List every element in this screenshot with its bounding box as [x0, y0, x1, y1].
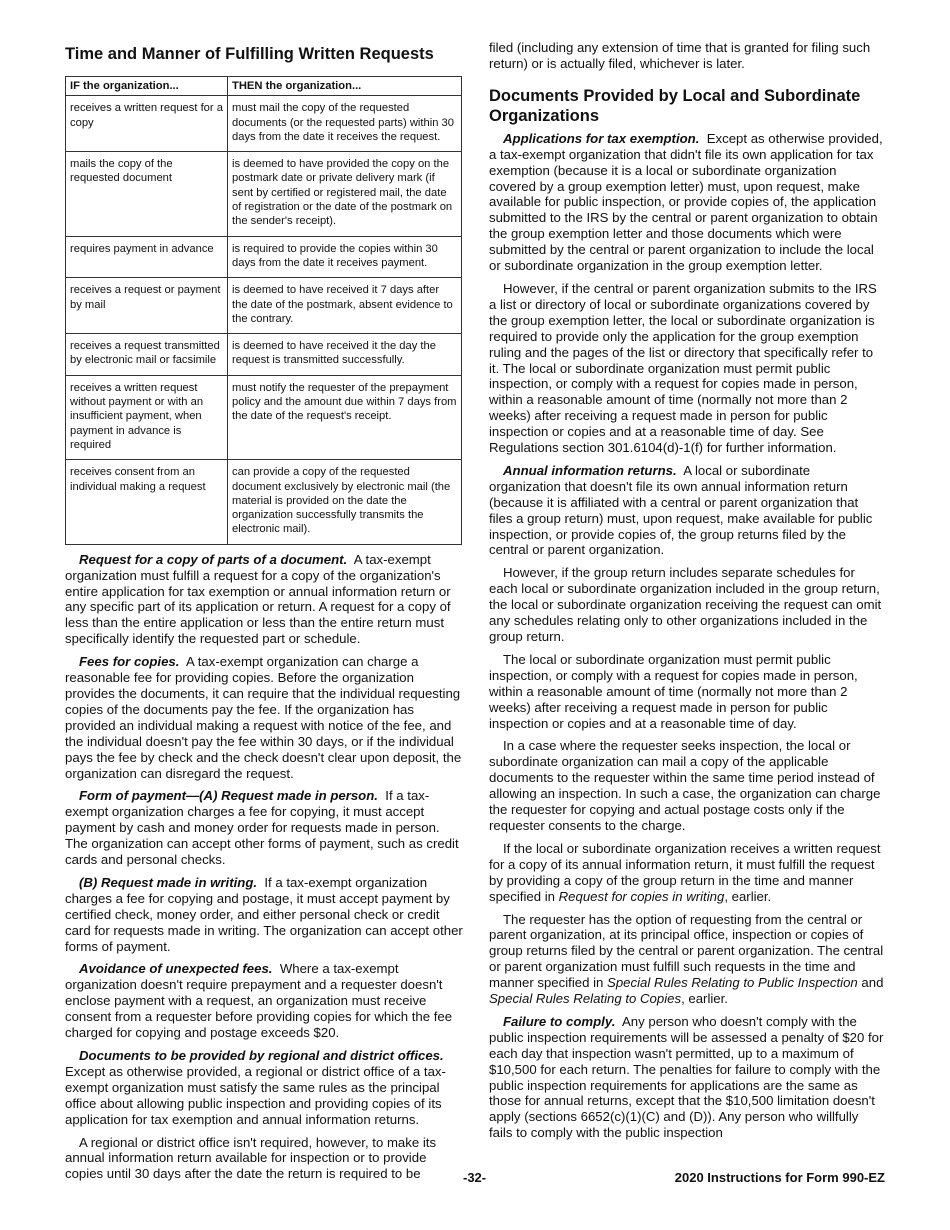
table-cell-if: receives a request transmitted by electronic mail or facsimile	[66, 334, 228, 376]
paragraph-end: , earlier.	[724, 888, 772, 904]
table-cell-then: can provide a copy of the requested document exclusively by electronic mail (the material is provided on the date the organization successfully transmits the electronic mail).	[228, 460, 462, 544]
table-cell-then: is deemed to have received it the day the request is transmitted successfully.	[228, 334, 462, 376]
table-row	[66, 375, 462, 459]
paragraph-central-organization	[489, 912, 885, 1007]
table-cell-if: receives consent from an individual making a request	[66, 460, 228, 544]
table-row	[66, 334, 462, 376]
paragraph-failure-to-comply	[489, 1014, 885, 1141]
table-cell-if: receives a request or payment by mail	[66, 278, 228, 334]
table-row	[66, 460, 462, 544]
paragraph-mail-copy: In a case where the requester seeks inspection, the local or subordinate organization can mail a copy of the applicable documents to the requester within the same time period instead of allowing an inspection. In such a case, the organization can charge the requester for copying and actual postage costs only if the requester consents to the charge.	[489, 738, 881, 833]
section-heading-written-requests: Time and Manner of Fulfilling Written Requests	[65, 45, 434, 63]
form-title: 2020 Instructions for Form 990-EZ	[674, 1170, 885, 1185]
paragraph-lead: Annual information returns.	[503, 462, 677, 478]
paragraph-body: Where a tax-exempt organization doesn't require prepayment and a requester doesn't enclose payment with a request, an organization must receive consent from a requester before providing copies for which the fee charged for copying and postage exceeds $20.	[65, 961, 453, 1041]
table-row	[66, 96, 462, 152]
section-heading-local-subordinate: Documents Provided by Local and Subordinate Organizations	[489, 86, 861, 125]
paragraph-body: If a tax-exempt organization charges a fee for copying and postage, it must accept payment by certified check, money order, and either personal check or credit card for requests made in writing. The organization can accept other forms of payment.	[65, 874, 463, 954]
paragraph-lead: Fees for copies.	[79, 654, 180, 670]
column-header-if: IF the organization...	[66, 77, 228, 96]
paragraph-regional-offices	[65, 1048, 463, 1128]
paragraph-unexpected-fees	[65, 961, 463, 1041]
paragraph-applications-exemption	[489, 131, 885, 274]
cross-reference: Special Rules Relating to Public Inspection	[607, 975, 858, 991]
requests-table	[65, 76, 462, 545]
cross-reference: Special Rules Relating to Copies	[489, 991, 682, 1007]
paragraph-lead: (B) Request made in writing.	[79, 874, 258, 890]
paragraph-body: A tax-exempt organization must fulfill a request for a copy of the organization's entire application for tax exemption or annual information return or any specific part of its application or return. A request for a copy of less than the entire application or less than the entire return must specifically identify the requested part or schedule.	[65, 551, 451, 647]
paragraph-separate-schedules: However, if the group return includes separate schedules for each local or subordinate organization included in the group return, the local or subordinate organization receiving the request can omit any schedules relating only to other organizations included in the group return.	[489, 565, 882, 644]
paragraph-fees-for-copies	[65, 654, 463, 781]
paragraph-body: Except as otherwise provided, a regional or district office of a tax-exempt organization must satisfy the same rules as the principal office about allowing public inspection and providing copies of its application for tax exemption and annual information returns.	[65, 1063, 446, 1127]
paragraph-body: Any person who doesn't comply with the public inspection requirements will be assessed a penalty of $20 for each day that inspection wasn't permitted, up to a maximum of $10,500 for each return. The penalties for failure to comply with the public inspection requirements for applications are the same as those for annual returns, except that the $10,500 limitation doesn't apply (sections 6652(c)(1)(C) and (D)). Any person who willfully fails to comply with the public inspection	[489, 1013, 884, 1141]
paragraph-body: If a tax-exempt organization charges a fee for copying, it must accept payment by cash and money order for requests made in person. The organization can accept other forms of payment, such as credit cards and personal checks.	[65, 788, 459, 868]
paragraph-payment-in-person	[65, 788, 463, 868]
table-row	[66, 236, 462, 278]
paragraph-copy-of-parts	[65, 552, 463, 647]
paragraph-continued: filed (including any extension of time that is granted for filing such return) or is actually filed, whichever is later.	[489, 40, 871, 71]
cross-reference: Request for copies in writing	[558, 888, 725, 904]
table-cell-then: is required to provide the copies within 30 days from the date it receives payment.	[228, 236, 462, 278]
paragraph-permit-inspection: The local or subordinate organization must permit public inspection, or comply with a request for copies made in person, within a reasonable amount of time (normally not more than 2 weeks) after receiving a request made in person for public inspection or copies and at a reasonable time of day.	[489, 651, 858, 731]
column-header-then: THEN the organization...	[228, 77, 462, 96]
paragraph-body: If the local or subordinate organization receives a written request for a copy of its annual information return, it must fulfill the request by providing a copy of the group return in the time and manner specified in	[489, 840, 881, 904]
table-header-row	[66, 77, 462, 96]
paragraph-body: A tax-exempt organization can charge a reasonable fee for providing copies. Before the organization provides the documents, it can require that the individual requesting copies of the documents pay the fee. If the organization has provided an individual making a request with notice of the fee, and the individual doesn't pay the fee within 30 days, or if the individual pays the fee by check and the check doesn't clear upon deposit, the organization can disregard the request.	[65, 654, 462, 781]
paragraph-written-request	[489, 841, 885, 905]
paragraph-lead: Request for a copy of parts of a document.	[79, 551, 348, 567]
paragraph-lead: Applications for tax exemption.	[503, 130, 700, 146]
paragraph-body: Except as otherwise provided, a tax-exempt organization that didn't file its own application for tax exemption (because it is a local or subordinate organization covered by a group exemption letter) must, upon request, make available for public inspection, or provide copies of, the application submitted to the IRS by the central or parent organization to obtain the group exemption letter and those documents which were submitted by the central or parent organization to include the local or subordinate organization in the group exemption letter.	[489, 130, 883, 274]
paragraph-payment-in-writing	[65, 875, 463, 955]
paragraph-lead: Avoidance of unexpected fees.	[79, 961, 273, 977]
table-cell-if: mails the copy of the requested document	[66, 152, 228, 236]
paragraph-end: , earlier.	[681, 991, 728, 1007]
paragraph-lead: Failure to comply.	[503, 1013, 616, 1029]
table-cell-then: must mail the copy of the requested documents (or the requested parts) within 30 days from the date it receives the request.	[228, 96, 462, 152]
right-column	[489, 40, 885, 1148]
table-cell-if: requires payment in advance	[66, 236, 228, 278]
page-footer	[0, 1170, 950, 1190]
table-row	[66, 278, 462, 334]
paragraph-conjunction: and	[857, 975, 884, 991]
paragraph-list-directory: However, if the central or parent organization submits to the IRS a list or directory of local or subordinate organizations covered by the group exemption letter, the local or subordinate organization is required to provide only the application for the group exemption ruling and the pages of the list or directory that specifically refer to it. The local or subordinate organization must permit public inspection, or comply with a request for copies made in person, within a reasonable amount of time (normally not more than 2 weeks) after receiving a request made in person for public inspection or copies and at a reasonable time of day. See Regulations section 301.6104(d)-1(f) for further information.	[489, 280, 877, 456]
left-column	[65, 40, 463, 1189]
paragraph-lead: Form of payment—(A) Request made in person.	[79, 788, 378, 804]
table-cell-then: must notify the requester of the prepayment policy and the amount due within 7 days from the date of the request's receipt.	[228, 375, 462, 459]
paragraph-body: A local or subordinate organization that doesn't file its own annual information return (because it is affiliated with a central or parent organization that files a group return) must, upon request, make available for public inspection, or provide copies of, the group returns filed by the central or parent organization.	[489, 462, 873, 558]
paragraph-regional-office-timing: A regional or district office isn't required, however, to make its annual information return available for inspection or to provide copies until 30 days after the date the return is required to be	[65, 1134, 437, 1182]
table-cell-then: is deemed to have received it 7 days after the date of the postmark, absent evidence to the contrary.	[228, 278, 462, 334]
table-cell-then: is deemed to have provided the copy on the postmark date or private delivery mark (if sent by certified or registered mail, the date of registration or the date of the postmark on the sender's receipt).	[228, 152, 462, 236]
paragraph-annual-returns	[489, 463, 885, 558]
paragraph-body: The requester has the option of requesting from the central or parent organization, at its principal office, inspection or copies of group returns filed by the central or parent organization. The central or parent organization must fulfill such requests in the time and manner specified in	[489, 911, 884, 991]
table-row	[66, 152, 462, 236]
paragraph-lead: Documents to be provided by regional and district offices.	[79, 1048, 444, 1063]
table-cell-if: receives a written request without payment or with an insufficient payment, when payment in advance is required	[66, 375, 228, 459]
table-cell-if: receives a written request for a copy	[66, 96, 228, 152]
page-number: -32-	[463, 1170, 487, 1185]
